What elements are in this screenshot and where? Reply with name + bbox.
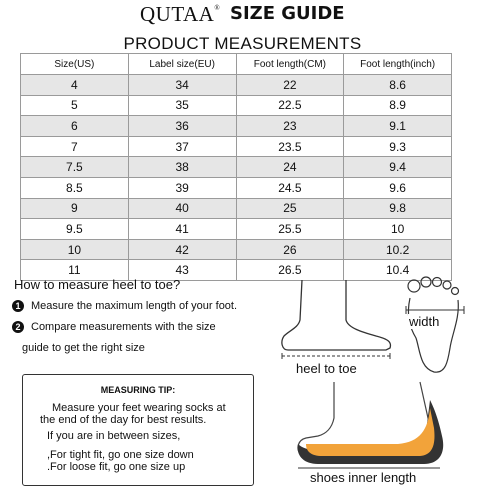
page-title: SIZE GUIDE bbox=[230, 3, 345, 24]
column-header: Label size(EU) bbox=[128, 54, 236, 75]
table-cell: 10.2 bbox=[344, 239, 452, 260]
tip-line: Measure your feet wearing socks at bbox=[52, 402, 226, 414]
table-cell: 8.5 bbox=[21, 177, 129, 198]
table-cell: 39 bbox=[128, 177, 236, 198]
tip-line: the end of the day for best results. bbox=[40, 414, 207, 426]
table-body bbox=[21, 75, 452, 281]
step-number-badge: 1 bbox=[12, 300, 24, 312]
table-cell: 9.6 bbox=[344, 177, 452, 198]
table-cell: 43 bbox=[128, 260, 236, 281]
table-cell: 7.5 bbox=[21, 157, 129, 178]
table-row bbox=[21, 136, 452, 157]
brand-name: QUTAA bbox=[140, 2, 215, 26]
table-cell: 26.5 bbox=[236, 260, 344, 281]
table-cell: 42 bbox=[128, 239, 236, 260]
tip-line: ,For tight fit, go one size down bbox=[47, 449, 194, 461]
shoe-insole-icon bbox=[288, 378, 448, 470]
table-cell: 24.5 bbox=[236, 177, 344, 198]
foot-side-icon bbox=[276, 278, 396, 360]
column-header: Foot length(inch) bbox=[344, 54, 452, 75]
table-cell: 25 bbox=[236, 198, 344, 219]
table-cell: 38 bbox=[128, 157, 236, 178]
table-cell: 8.9 bbox=[344, 95, 452, 116]
column-header: Size(US) bbox=[21, 54, 129, 75]
table-row bbox=[21, 198, 452, 219]
table-cell: 26 bbox=[236, 239, 344, 260]
table-cell: 5 bbox=[21, 95, 129, 116]
table-row bbox=[21, 177, 452, 198]
table-cell: 36 bbox=[128, 116, 236, 137]
table-header-row bbox=[21, 54, 452, 75]
table-row bbox=[21, 219, 452, 240]
step-1-text: Measure the maximum length of your foot. bbox=[31, 300, 238, 312]
table-cell: 4 bbox=[21, 75, 129, 96]
heel-to-toe-label: heel to toe bbox=[296, 361, 357, 376]
registered-mark: ® bbox=[214, 4, 221, 12]
table-cell: 9.4 bbox=[344, 157, 452, 178]
table-cell: 23.5 bbox=[236, 136, 344, 157]
tip-line: .For loose fit, go one size up bbox=[47, 461, 186, 473]
table-cell: 11 bbox=[21, 260, 129, 281]
table-cell: 9 bbox=[21, 198, 129, 219]
table-row bbox=[21, 239, 452, 260]
table-cell: 9.1 bbox=[344, 116, 452, 137]
brand-logo bbox=[140, 2, 220, 27]
table-cell: 34 bbox=[128, 75, 236, 96]
tip-line: If you are in between sizes, bbox=[47, 430, 181, 442]
table-cell: 25.5 bbox=[236, 219, 344, 240]
width-label: width bbox=[409, 314, 440, 329]
step-2-text: Compare measurements with the size bbox=[31, 321, 216, 333]
table-cell: 35 bbox=[128, 95, 236, 116]
table-cell: 6 bbox=[21, 116, 129, 137]
table-row bbox=[21, 75, 452, 96]
step-1 bbox=[12, 300, 237, 312]
table-cell: 22 bbox=[236, 75, 344, 96]
table-cell: 9.3 bbox=[344, 136, 452, 157]
table-cell: 9.8 bbox=[344, 198, 452, 219]
step-2-text-cont: guide to get the right size bbox=[22, 342, 145, 354]
table-cell: 22.5 bbox=[236, 95, 344, 116]
table-cell: 23 bbox=[236, 116, 344, 137]
table-cell: 41 bbox=[128, 219, 236, 240]
column-header: Foot length(CM) bbox=[236, 54, 344, 75]
table-cell: 37 bbox=[128, 136, 236, 157]
table-cell: 40 bbox=[128, 198, 236, 219]
table-cell: 8.6 bbox=[344, 75, 452, 96]
howto-title: How to measure heel to toe? bbox=[14, 277, 181, 292]
section-title: PRODUCT MEASUREMENTS bbox=[123, 34, 362, 53]
size-table bbox=[20, 53, 452, 281]
inner-length-label: shoes inner length bbox=[310, 470, 417, 485]
tip-title: MEASURING TIP: bbox=[100, 385, 176, 395]
table-cell: 10.4 bbox=[344, 260, 452, 281]
table-cell: 9.5 bbox=[21, 219, 129, 240]
table-row bbox=[21, 95, 452, 116]
table-row bbox=[21, 116, 452, 137]
table-cell: 10 bbox=[21, 239, 129, 260]
table-cell: 7 bbox=[21, 136, 129, 157]
step-number-badge: 2 bbox=[12, 321, 24, 333]
table-row bbox=[21, 157, 452, 178]
table-cell: 10 bbox=[344, 219, 452, 240]
step-2 bbox=[12, 321, 216, 333]
table-cell: 24 bbox=[236, 157, 344, 178]
